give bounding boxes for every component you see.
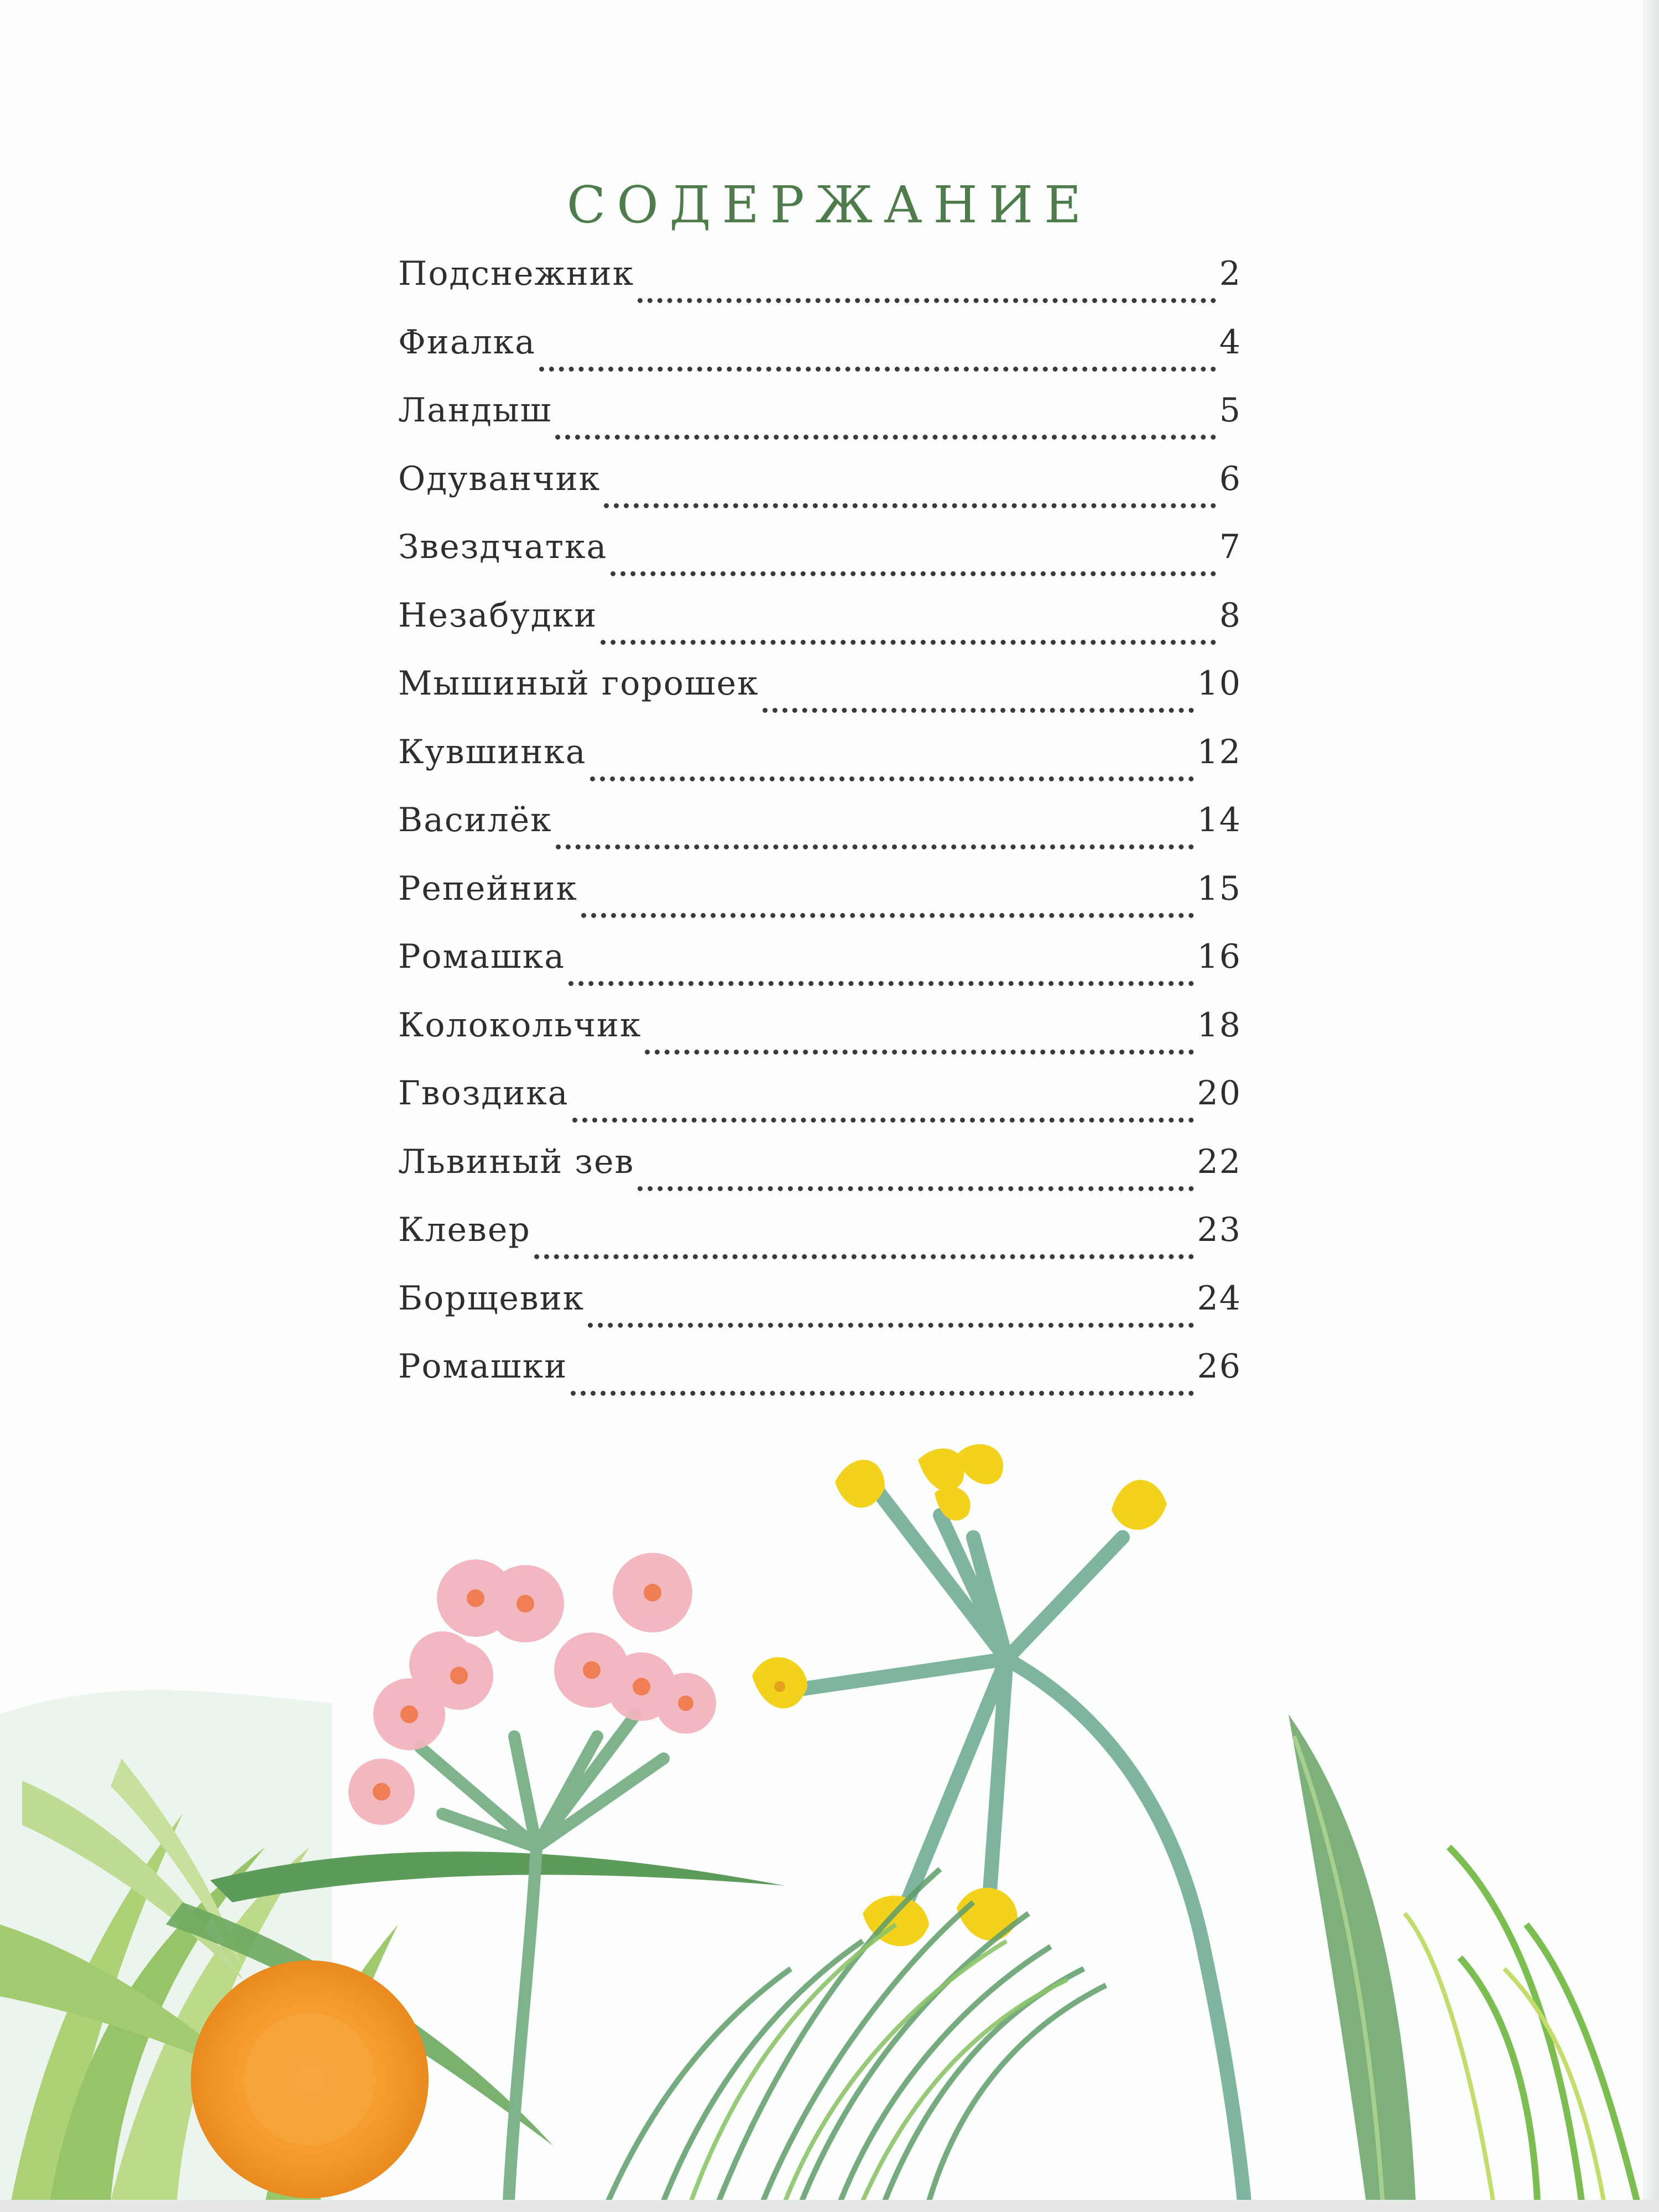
- toc-entry-title: Василёк: [398, 801, 552, 839]
- toc-page-number: 22: [1197, 1142, 1241, 1181]
- toc-entry[interactable]: [398, 254, 1241, 323]
- toc-leader-dots: [638, 298, 1216, 303]
- toc-entry[interactable]: [398, 460, 1241, 528]
- toc-page-number: 23: [1197, 1211, 1241, 1249]
- toc-entry-title: Гвоздика: [398, 1074, 569, 1113]
- toc-leader-dots: [568, 981, 1194, 986]
- pink-flowers: [348, 1553, 716, 1825]
- toc-entry-title: Ромашка: [398, 937, 565, 976]
- toc-page-number: 12: [1197, 732, 1241, 771]
- toc-entry[interactable]: [398, 323, 1241, 392]
- toc-entry-title: Звездчатка: [398, 528, 608, 566]
- grass-right: [1449, 1847, 1637, 2201]
- toc-leader-dots: [590, 776, 1194, 781]
- toc-leader-dots: [571, 1391, 1193, 1396]
- toc-leader-dots: [604, 503, 1216, 508]
- toc-page-number: 26: [1197, 1347, 1241, 1386]
- toc-page-number: 14: [1197, 801, 1241, 839]
- toc-leader-dots: [645, 1050, 1193, 1055]
- toc-entry[interactable]: [398, 1006, 1241, 1074]
- toc-page-number: 5: [1219, 391, 1241, 430]
- yellow-flower-stems: [780, 1493, 1244, 2201]
- toc-entry-title: Одуванчик: [398, 459, 601, 498]
- toc-entry[interactable]: [398, 1279, 1241, 1348]
- toc-entry-title: Фиалка: [398, 322, 536, 362]
- toc-entry[interactable]: [398, 596, 1241, 665]
- toc-entry[interactable]: [398, 1142, 1241, 1211]
- toc-page-number: 2: [1219, 254, 1241, 293]
- toc-page-number: 24: [1197, 1279, 1241, 1318]
- page-bottom-edge: [0, 2200, 1659, 2212]
- toc-entry-title: Незабудки: [398, 596, 598, 635]
- toc-entry[interactable]: [398, 937, 1241, 1006]
- grass-center: [608, 1869, 1106, 2201]
- toc-entry[interactable]: [398, 733, 1241, 801]
- toc-entry-title: Подснежник: [398, 254, 635, 293]
- toc-entry-title: Львиный зев: [398, 1142, 635, 1181]
- page-title: СОДЕРЖАНИЕ: [566, 175, 1093, 234]
- toc-entry[interactable]: [398, 1211, 1241, 1279]
- toc-leader-dots: [555, 435, 1216, 440]
- toc-leader-dots: [534, 1254, 1194, 1259]
- toc-entry[interactable]: [398, 1347, 1241, 1416]
- toc-entry-title: Борщевик: [398, 1279, 585, 1318]
- toc-entry[interactable]: [398, 869, 1241, 938]
- toc-leader-dots: [601, 640, 1216, 645]
- toc-entry[interactable]: [398, 801, 1241, 869]
- toc-leader-dots: [572, 1118, 1194, 1123]
- toc-page-number: 8: [1219, 596, 1241, 635]
- toc-entry-title: Мышиный горошек: [398, 664, 759, 703]
- toc-page-number: 7: [1219, 528, 1241, 566]
- toc-entry-title: Кувшинка: [398, 732, 587, 771]
- pink-flower-stems: [420, 1714, 664, 2201]
- table-of-contents: [398, 254, 1241, 1416]
- toc-entry-title: Ромашки: [398, 1347, 568, 1386]
- yellow-flowers: [752, 1444, 1167, 1946]
- toc-entry[interactable]: [398, 664, 1241, 733]
- toc-entry-title: Колокольчик: [398, 1005, 642, 1045]
- meadow-flowers-illustration: [0, 1427, 1659, 2201]
- toc-page-number: 20: [1197, 1074, 1241, 1113]
- toc-page-number: 16: [1197, 937, 1241, 976]
- toc-entry-title: Клевер: [398, 1211, 531, 1249]
- toc-leader-dots: [581, 913, 1194, 918]
- orange-dandelion-flower: [191, 1960, 429, 2198]
- toc-leader-dots: [611, 571, 1216, 576]
- toc-page-number: 15: [1197, 869, 1241, 908]
- toc-leader-dots: [763, 708, 1194, 713]
- toc-entry[interactable]: [398, 391, 1241, 460]
- toc-leader-dots: [588, 1323, 1193, 1328]
- toc-page-number: 10: [1197, 664, 1241, 703]
- toc-leader-dots: [556, 844, 1194, 849]
- toc-page-number: 4: [1219, 322, 1241, 362]
- toc-entry-title: Ландыш: [398, 391, 552, 430]
- toc-leader-dots: [539, 367, 1216, 372]
- toc-entry-title: Репейник: [398, 869, 578, 908]
- toc-entry[interactable]: [398, 528, 1241, 596]
- toc-page-number: 6: [1219, 459, 1241, 498]
- toc-page-number: 18: [1197, 1005, 1241, 1045]
- toc-leader-dots: [638, 1186, 1193, 1191]
- toc-entry[interactable]: [398, 1074, 1241, 1142]
